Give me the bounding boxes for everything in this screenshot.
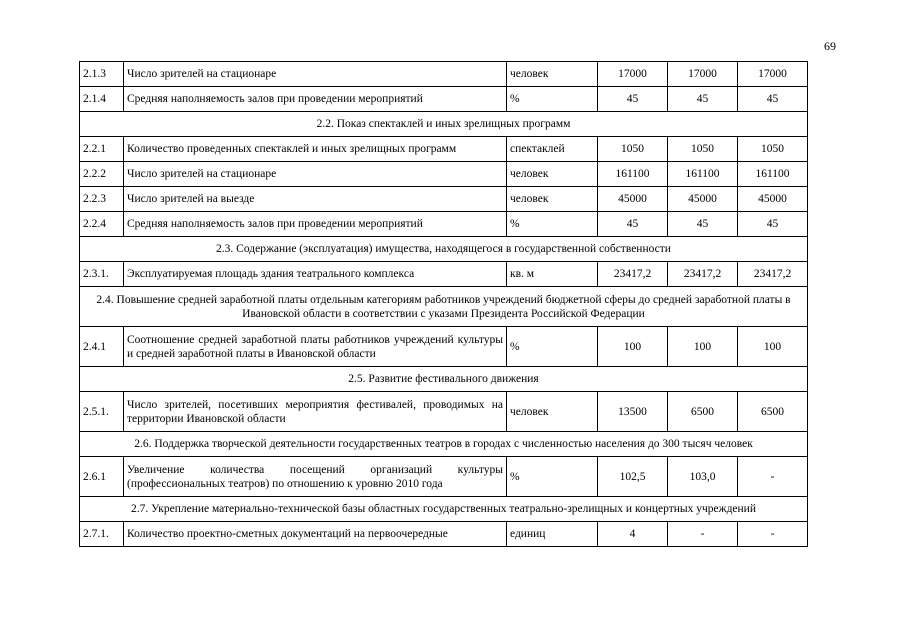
row-code: 2.1.4 [80,87,124,112]
indicators-table [79,61,808,547]
section-row [80,367,808,392]
row-value-3: 6500 [738,392,808,432]
table-row [80,62,808,87]
row-unit: человек [507,392,598,432]
row-code: 2.5.1. [80,392,124,432]
row-unit: % [507,212,598,237]
row-unit: единиц [507,522,598,547]
row-code: 2.7.1. [80,522,124,547]
row-code: 2.2.2 [80,162,124,187]
row-code: 2.2.4 [80,212,124,237]
table-row [80,137,808,162]
row-value-1: 102,5 [598,457,668,497]
table-row [80,262,808,287]
row-unit: % [507,87,598,112]
row-value-1: 45000 [598,187,668,212]
row-value-1: 23417,2 [598,262,668,287]
row-value-3: 45 [738,212,808,237]
row-unit: кв. м [507,262,598,287]
section-title: 2.6. Поддержка творческой деятельности государственных театров в городах с численностью населения до 300 тысяч человек [80,432,808,457]
row-value-3: 161100 [738,162,808,187]
row-code: 2.6.1 [80,457,124,497]
section-title: 2.5. Развитие фестивального движения [80,367,808,392]
row-value-2: 103,0 [668,457,738,497]
row-name: Количество проектно-сметных документаций на первоочередные [124,522,507,547]
row-value-2: 45000 [668,187,738,212]
row-value-1: 100 [598,327,668,367]
table-row [80,522,808,547]
section-row [80,287,808,327]
row-code: 2.2.1 [80,137,124,162]
row-value-3: 100 [738,327,808,367]
row-value-2: 17000 [668,62,738,87]
row-code: 2.1.3 [80,62,124,87]
section-title: 2.4. Повышение средней заработной платы отдельным категориям работников учреждений бюджетной сферы до средней заработной платы в Ивановской области в соответствии с указами Президента Российской Федерации [80,287,808,327]
row-name: Средняя наполняемость залов при проведении мероприятий [124,212,507,237]
section-row [80,432,808,457]
row-code: 2.2.3 [80,187,124,212]
section-row [80,497,808,522]
row-name: Число зрителей на выезде [124,187,507,212]
row-value-1: 161100 [598,162,668,187]
row-code: 2.3.1. [80,262,124,287]
row-value-3: - [738,522,808,547]
section-title: 2.3. Содержание (эксплуатация) имущества, находящегося в государственной собственности [80,237,808,262]
row-name: Увеличение количества посещений организаций культуры (профессиональных театров) по отношению к уровню 2010 года [124,457,507,497]
row-value-3: 45 [738,87,808,112]
row-value-1: 45 [598,212,668,237]
row-unit: % [507,457,598,497]
row-value-1: 45 [598,87,668,112]
row-name: Средняя наполняемость залов при проведении мероприятий [124,87,507,112]
row-unit: человек [507,62,598,87]
table-row [80,327,808,367]
row-value-3: 1050 [738,137,808,162]
row-name: Число зрителей на стационаре [124,62,507,87]
row-value-1: 1050 [598,137,668,162]
table-row [80,457,808,497]
row-value-2: 100 [668,327,738,367]
table-row [80,187,808,212]
row-value-2: 161100 [668,162,738,187]
row-value-1: 13500 [598,392,668,432]
row-name: Число зрителей на стационаре [124,162,507,187]
row-value-3: - [738,457,808,497]
row-value-3: 23417,2 [738,262,808,287]
row-value-2: 1050 [668,137,738,162]
row-value-2: 6500 [668,392,738,432]
row-name: Эксплуатируемая площадь здания театрального комплекса [124,262,507,287]
section-row [80,112,808,137]
row-value-1: 4 [598,522,668,547]
section-title: 2.2. Показ спектаклей и иных зрелищных программ [80,112,808,137]
row-name: Количество проведенных спектаклей и иных зрелищных программ [124,137,507,162]
row-code: 2.4.1 [80,327,124,367]
row-value-2: 45 [668,87,738,112]
row-value-3: 45000 [738,187,808,212]
row-value-2: 45 [668,212,738,237]
section-title: 2.7. Укрепление материально-технической базы областных государственных театрально-зрелищных и концертных учреждений [80,497,808,522]
table-row [80,392,808,432]
row-name: Число зрителей, посетивших мероприятия фестивалей, проводимых на территории Ивановской области [124,392,507,432]
row-unit: спектаклей [507,137,598,162]
row-unit: человек [507,162,598,187]
row-unit: человек [507,187,598,212]
section-row [80,237,808,262]
table-row [80,87,808,112]
row-value-2: 23417,2 [668,262,738,287]
row-value-2: - [668,522,738,547]
row-value-3: 17000 [738,62,808,87]
row-value-1: 17000 [598,62,668,87]
row-name: Соотношение средней заработной платы работников учреждений культуры и средней заработной платы в Ивановской области [124,327,507,367]
page-number: 69 [824,39,836,53]
row-unit: % [507,327,598,367]
table-row [80,162,808,187]
table-row [80,212,808,237]
